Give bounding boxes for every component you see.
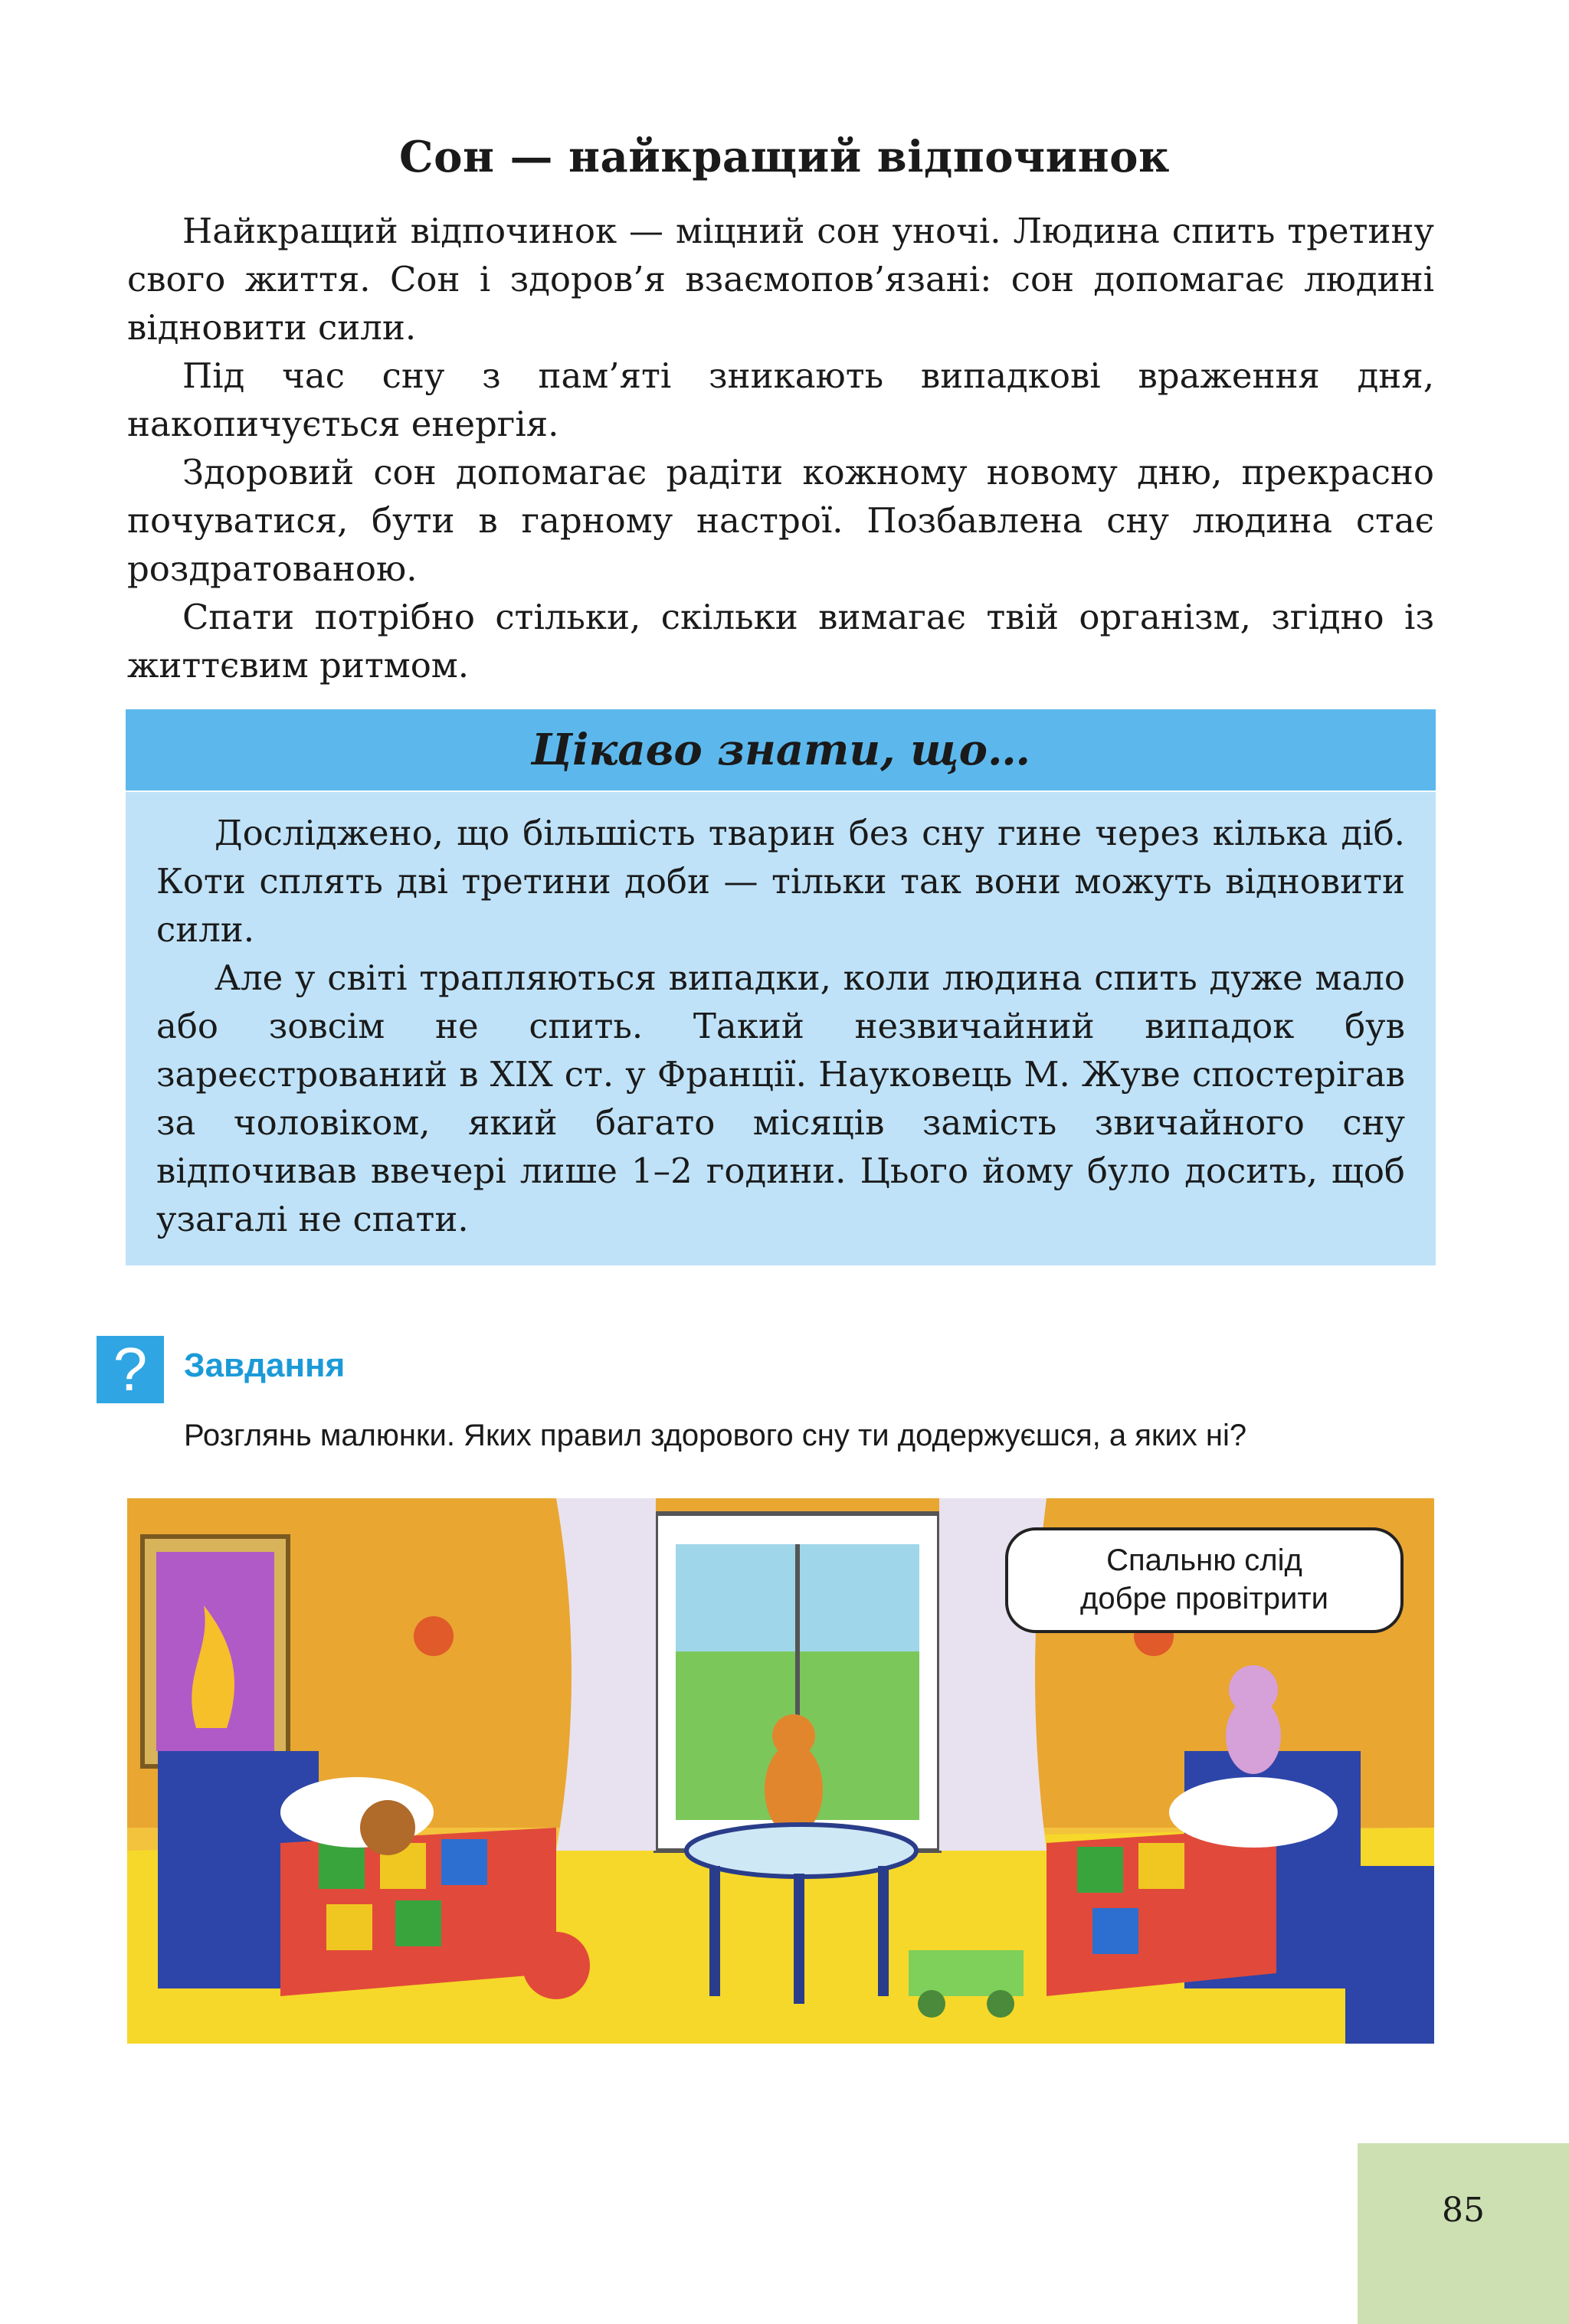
task-heading: Завдання xyxy=(184,1347,346,1384)
paragraph: Під час сну з пам’яті зникають випадкові враження дня, накопичується енергія. xyxy=(127,355,1434,444)
question-icon: ? xyxy=(97,1336,164,1403)
callout-paragraph: Але у світі трапляються випадки, коли людина спить дуже мало або зовсім не спить. Такий незвичайний випадок був зареєстрований в XIX ст. у Франції. Науковець М. Жуве спостерігав за чоловіком, який багато місяців замість звичайного сну відпочивав ввечері лише 1–2 години. Цього йому було досить, щоб узагалі не спати. xyxy=(156,957,1405,1239)
page-number: 85 xyxy=(1442,2191,1485,2230)
callout-box xyxy=(126,792,1436,1265)
callout-paragraph: Досліджено, що більшість тварин без сну гине через кілька діб. Коти сплять дві третини доби — тільки так вони можуть відновити сили. xyxy=(156,813,1405,950)
task-text: Розглянь малюнки. Яких правил здорового сну ти додержуєшся, а яких ні? xyxy=(184,1419,1247,1452)
callout-heading-bar xyxy=(126,709,1436,790)
page-title: Сон — найкращий відпочинок xyxy=(399,132,1170,182)
bubble-line: добре провітрити xyxy=(1080,1582,1328,1615)
page-number-box xyxy=(1358,2143,1569,2324)
paragraph: Здоровий сон допомагає радіти кожному новому дню, прекрасно почуватися, бути в гарному настрої. Позбавлена сну людина стає роздратованою. xyxy=(127,452,1434,589)
speech-bubble xyxy=(1005,1527,1404,1633)
bubble-line: Спальню слід xyxy=(1106,1543,1302,1577)
callout-heading: Цікаво знати, що… xyxy=(531,725,1030,775)
main-text xyxy=(127,207,1434,689)
paragraph: Спати потрібно стільки, скільки вимагає твій організм, згідно із життєвим ритмом. xyxy=(127,597,1434,686)
paragraph: Найкращий відпочинок — міцний сон уночі. Людина спить третину свого життя. Сон і здоров’я взаємопов’язані: сон допомагає людині відновити сили. xyxy=(127,211,1434,348)
